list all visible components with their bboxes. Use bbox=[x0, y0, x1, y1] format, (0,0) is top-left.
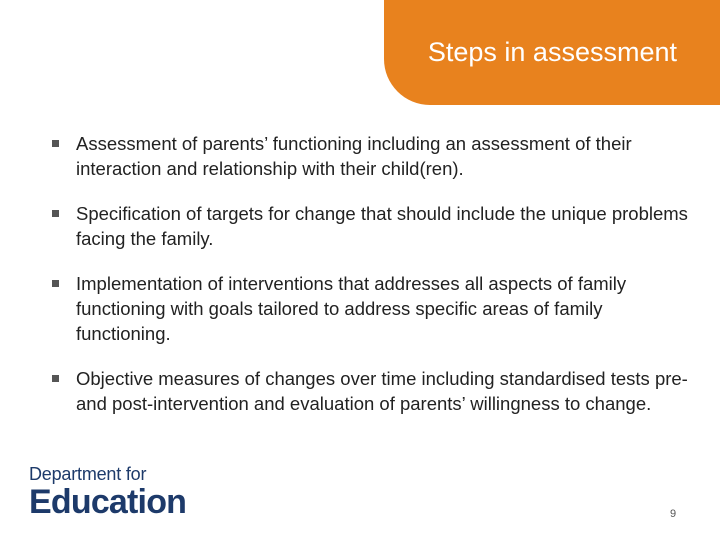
department-for-education-logo bbox=[29, 464, 186, 520]
bullet-text: Implementation of interventions that addresses all aspects of family functioning with goals tailored to address specific areas of family functioning. bbox=[76, 273, 627, 344]
square-bullet-icon bbox=[52, 280, 59, 287]
bullet-text: Specification of targets for change that should include the unique problems facing the family. bbox=[76, 203, 688, 249]
title-banner bbox=[384, 0, 720, 105]
square-bullet-icon bbox=[52, 375, 59, 382]
bullet-text: Objective measures of changes over time including standardised tests pre- and post-intervention and evaluation of parents’ willingness to change. bbox=[76, 368, 688, 414]
logo-line-2: Education bbox=[29, 483, 187, 521]
slide-title: Steps in assessment bbox=[427, 37, 677, 67]
bullet-list bbox=[48, 131, 688, 436]
bullet-text: Assessment of parents’ functioning including an assessment of their interaction and relationship with their child(ren). bbox=[76, 133, 632, 179]
bullet-item-1 bbox=[48, 131, 688, 181]
square-bullet-icon bbox=[52, 140, 59, 147]
bullet-item-3 bbox=[48, 271, 688, 346]
square-bullet-icon bbox=[52, 210, 59, 217]
bullet-item-4 bbox=[48, 366, 688, 416]
logo-line-1: Department for bbox=[29, 464, 147, 484]
page-number: 9 bbox=[670, 508, 677, 520]
bullet-item-2 bbox=[48, 201, 688, 251]
